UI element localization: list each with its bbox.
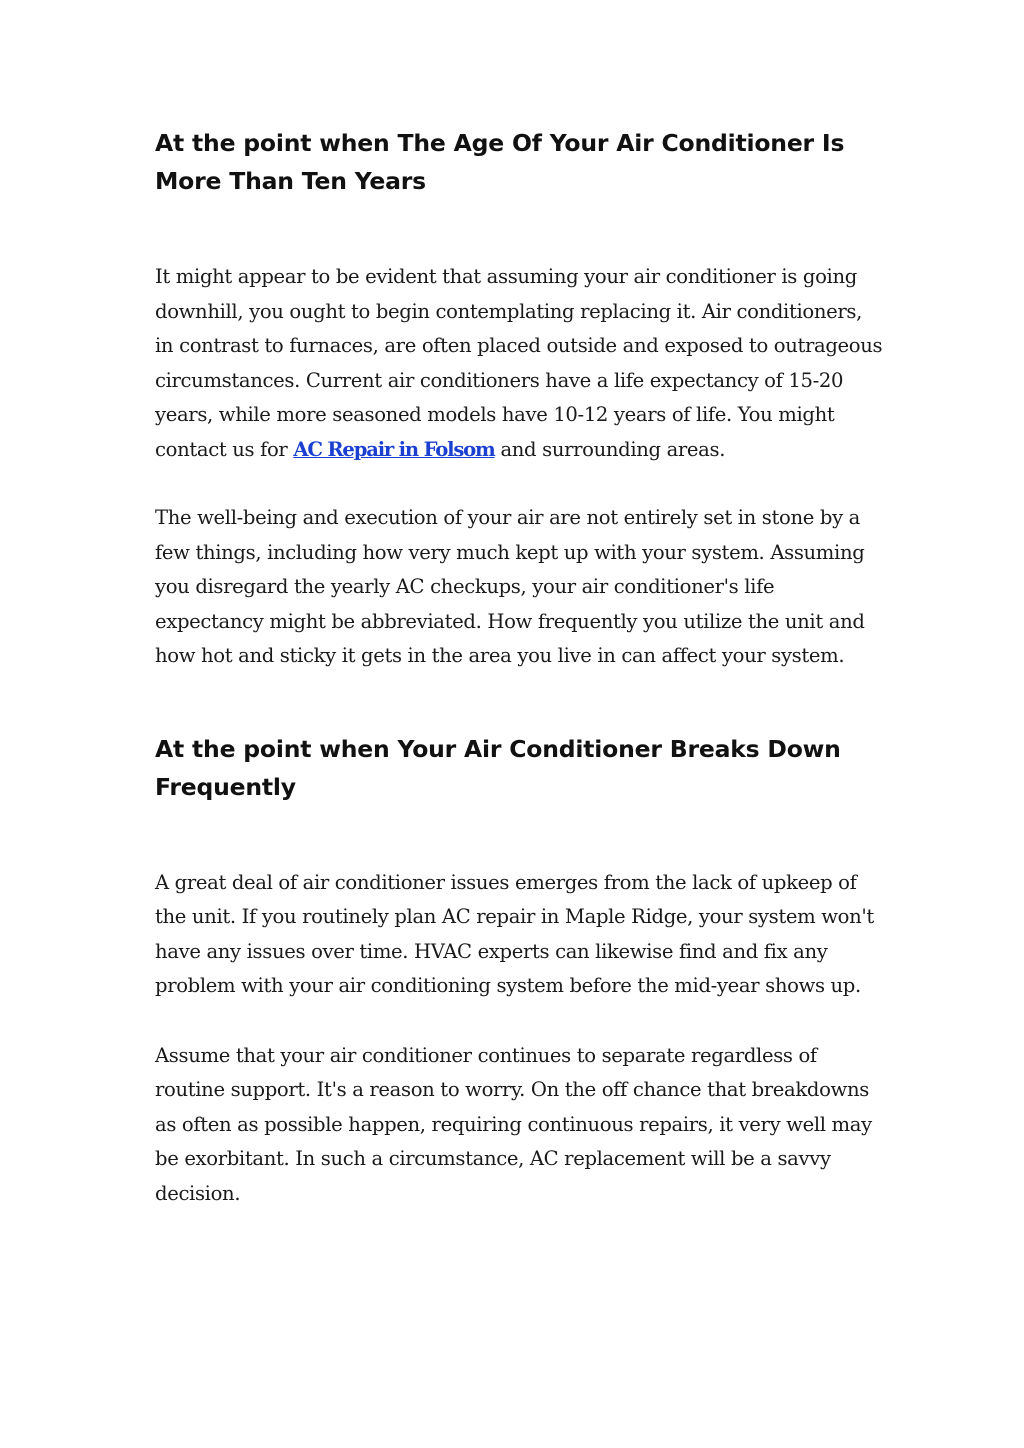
paragraph-age-intro	[155, 260, 885, 467]
paragraph-text: It might appear to be evident that assuming your air conditioner is going downhill, you ought to begin contemplating replacing it. Air conditioners, in contrast to furnaces, are often placed outside and exposed to outrageous circumstances. Current air conditioners have a life expectancy of 15-20 years, while more seasoned models have 10-12 years of life. You might contact us for	[155, 265, 883, 461]
paragraph-wellbeing: The well-being and execution of your air are not entirely set in stone by a few things, including how very much kept up with your system. Assuming you disregard the yearly AC checkups, your air conditioner's life expectancy might be abbreviated. How frequently you utilize the unit and how hot and sticky it gets in the area you live in can affect your system.	[155, 506, 865, 667]
section-heading-breakdowns: At the point when Your Air Conditioner Breaks Down Frequently	[155, 734, 841, 801]
paragraph-upkeep: A great deal of air conditioner issues emerges from the lack of upkeep of the unit. If you routinely plan AC repair in Maple Ridge, your system won't have any issues over time. HVAC experts can likewise find and fix any problem with your air conditioning system before the mid-year shows up.	[155, 870, 874, 997]
document-content	[155, 124, 885, 1211]
paragraph-text: and surrounding areas.	[494, 437, 726, 461]
ac-repair-folsom-link[interactable]: AC Repair in Folsom	[293, 437, 495, 461]
paragraph-replacement: Assume that your air conditioner continues to separate regardless of routine support. It's a reason to worry. On the off chance that breakdowns as often as possible happen, requiring continuous repairs, it very well may be exorbitant. In such a circumstance, AC replacement will be a savvy decision.	[155, 1043, 872, 1205]
section-heading-age: At the point when The Age Of Your Air Conditioner Is More Than Ten Years	[155, 129, 845, 195]
